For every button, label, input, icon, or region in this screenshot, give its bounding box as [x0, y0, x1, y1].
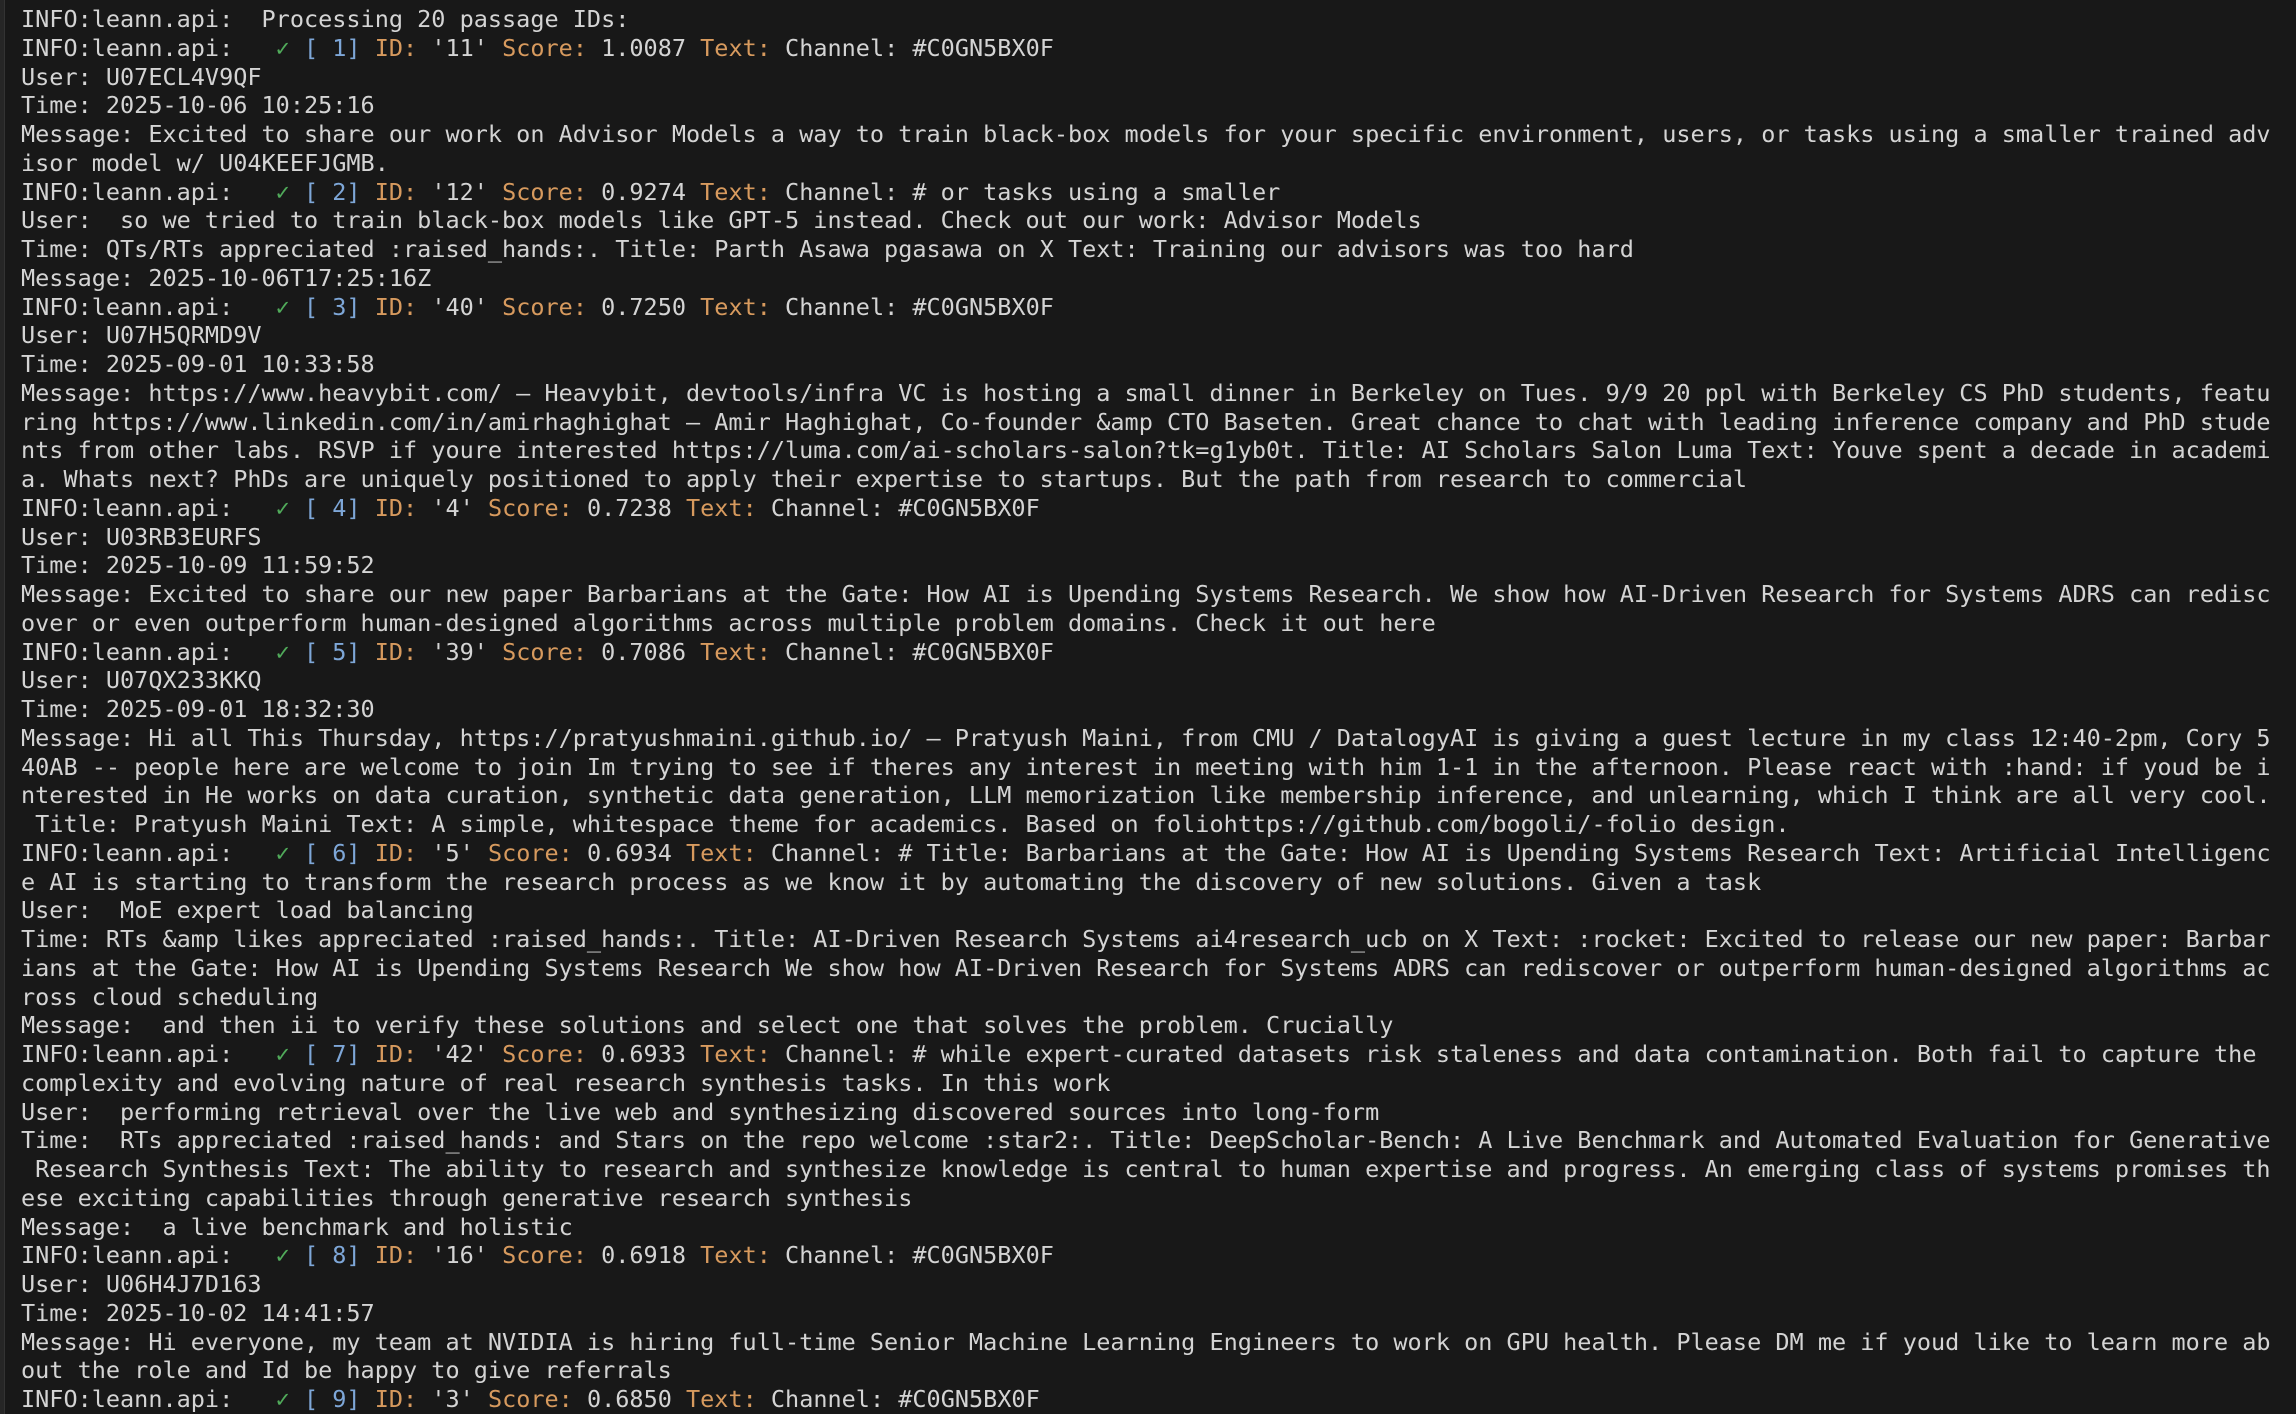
log-label: Score:	[487, 838, 573, 867]
log-label: Score:	[502, 1040, 587, 1068]
log-text: 40AB -- people here are welcome to join Im trying to see if theres any interest in meeting with him 1-1 in the afternoon. Please react with :hand: if youd be i	[21, 752, 2271, 781]
log-text: ross cloud scheduling	[21, 982, 319, 1011]
log-label: ID:	[374, 33, 418, 62]
log-text: Time: 2025-10-06 10:25:16	[21, 91, 375, 120]
log-text: a. Whats next? PhDs are uniquely positioned to apply their expertise to startups. But the path from research to commercial	[21, 465, 1748, 493]
log-line	[21, 781, 2296, 810]
log-text	[361, 178, 375, 206]
log-text: Message: Excited to share our work on Advisor Models a way to train black-box models for your specific environment, users, or tasks using a smaller trained adv	[21, 120, 2271, 148]
log-label: Text:	[686, 493, 757, 522]
log-text	[290, 1040, 304, 1068]
log-text: '5'	[417, 838, 488, 867]
log-text: INFO:leann.api:	[21, 493, 276, 522]
log-text: 0.7250	[586, 292, 701, 321]
log-text: isor model w/ U04KEEFJGMB.	[21, 148, 389, 177]
log-line	[21, 34, 2296, 63]
log-line	[21, 1299, 2296, 1328]
log-rank-bracket: [ 2]	[303, 177, 361, 206]
terminal-left-edge	[0, 0, 5, 1414]
check-icon: ✓	[275, 637, 290, 666]
log-label: Text:	[700, 33, 771, 62]
log-text: Time: RTs appreciated :raised_hands: and Stars on the repo welcome :star2:. Title: DeepScholar-Bench: A Live Benchmark and Automated Evaluation for Generative	[21, 1126, 2271, 1155]
log-text: INFO:leann.api:	[21, 1241, 276, 1270]
log-text: Time: RTs &amp likes appreciated :raised_hands:. Title: AI-Driven Research Systems ai4research_ucb on X Text: :rocket: Excited to release our new paper: Barbar	[21, 925, 2271, 953]
log-line	[21, 896, 2296, 925]
log-line	[21, 954, 2296, 983]
log-text: '3'	[417, 1385, 488, 1413]
log-label: Text:	[686, 838, 757, 867]
log-label: Score:	[487, 493, 573, 522]
log-text	[290, 638, 304, 666]
log-text: Time: 2025-09-01 18:32:30	[21, 695, 375, 723]
log-text	[361, 638, 375, 666]
log-line	[21, 63, 2296, 92]
log-label: Score:	[502, 33, 587, 62]
log-line	[21, 206, 2296, 235]
log-text	[361, 1040, 375, 1068]
log-text: '4'	[417, 493, 488, 522]
log-text: '42'	[417, 1040, 503, 1068]
log-line	[21, 551, 2296, 580]
log-text: Time: 2025-10-09 11:59:52	[21, 551, 375, 580]
log-text: INFO:leann.api:	[21, 33, 276, 62]
log-text: User: U06H4J7D163	[21, 1270, 262, 1298]
log-label: ID:	[374, 1040, 418, 1068]
log-text	[361, 839, 375, 867]
log-text: 0.6918	[586, 1241, 701, 1270]
log-line	[21, 1328, 2296, 1357]
log-text: INFO:leann.api: Processing 20 passage IDs:	[21, 5, 630, 33]
log-line	[21, 1126, 2296, 1155]
log-text	[290, 293, 304, 321]
log-label: Score:	[502, 292, 587, 321]
log-text: '12'	[417, 177, 503, 206]
log-text: User: U07QX233KKQ	[21, 666, 262, 695]
check-icon: ✓	[275, 292, 290, 321]
log-text: Channel: #C0GN5BX0F	[770, 637, 1054, 666]
log-text: Channel: #C0GN5BX0F	[770, 33, 1054, 62]
log-text: Title: Pratyush Maini Text: A simple, whitespace theme for academics. Based on foliohttps://github.com/bogoli/-folio design.	[21, 810, 1790, 838]
check-icon: ✓	[275, 838, 290, 867]
log-text: '40'	[417, 292, 503, 321]
log-text: Message: Hi all This Thursday, https://pratyushmaini.github.io/ – Pratyush Maini, from CMU / DatalogyAI is giving a guest lecture in my class 12:40-2pm, Cory 5	[21, 723, 2271, 752]
log-text: Channel: # Title: Barbarians at the Gate: How AI is Upending Systems Research Text: Artificial Intelligenc	[756, 838, 2271, 867]
log-text: Research Synthesis Text: The ability to research and synthesize knowledge is central to human expertise and progress. An emerging class of systems promises th	[21, 1155, 2271, 1183]
log-text: User: performing retrieval over the live web and synthesizing discovered sources into long-form	[21, 1097, 1380, 1126]
log-line-list	[21, 5, 2296, 1414]
log-text: Time: QTs/RTs appreciated :raised_hands:. Title: Parth Asawa pgasawa on X Text: Training our advisors was too hard	[21, 235, 1634, 263]
log-line	[21, 724, 2296, 753]
log-text: 0.6933	[586, 1040, 701, 1068]
log-line	[21, 149, 2296, 178]
log-rank-bracket: [ 7]	[303, 1040, 361, 1068]
log-text	[361, 1241, 375, 1269]
log-text: e AI is starting to transform the research process as we know it by automating the discovery of new solutions. Given a task	[21, 867, 1762, 896]
check-icon: ✓	[275, 33, 290, 62]
log-text	[290, 178, 304, 206]
log-text: Message: Hi everyone, my team at NVIDIA is hiring full-time Senior Machine Learning Engineers to work on GPU health. Please DM me if youd like to learn more ab	[21, 1327, 2271, 1356]
log-rank-bracket: [ 4]	[303, 493, 361, 522]
log-text	[361, 34, 375, 62]
log-text: ese exciting capabilities through generative research synthesis	[21, 1183, 913, 1212]
log-label: Text:	[700, 1241, 771, 1270]
log-text: Message: 2025-10-06T17:25:16Z	[21, 263, 432, 292]
log-text: User: MoE expert load balancing	[21, 896, 474, 925]
log-text: nterested in He works on data curation, synthetic data generation, LLM memorization like membership inference, and unlearning, which I think are all very cool.	[21, 781, 2271, 810]
log-text: '39'	[417, 637, 503, 666]
log-label: Text:	[700, 1040, 771, 1068]
log-text: User: so we tried to train black-box models like GPT-5 instead. Check out our work: Advisor Models	[21, 206, 1422, 235]
log-rank-bracket: [ 1]	[303, 33, 361, 62]
log-text: complexity and evolving nature of real research synthesis tasks. In this work	[21, 1068, 1111, 1097]
log-line	[21, 753, 2296, 782]
check-icon: ✓	[275, 1241, 290, 1270]
log-label: Text:	[700, 177, 771, 206]
log-label: Score:	[487, 1385, 573, 1413]
log-line	[21, 1011, 2296, 1040]
log-text: User: U07H5QRMD9V	[21, 321, 262, 350]
log-text: 0.7086	[586, 637, 701, 666]
log-label: ID:	[374, 493, 418, 522]
log-label: Text:	[700, 637, 771, 666]
log-label: ID:	[374, 838, 418, 867]
log-text: 0.6850	[572, 1385, 687, 1413]
log-line	[21, 868, 2296, 897]
log-line	[21, 638, 2296, 667]
log-label: ID:	[374, 1385, 418, 1413]
log-rank-bracket: [ 6]	[303, 838, 361, 867]
log-text: '16'	[417, 1241, 503, 1270]
log-text: 0.7238	[572, 493, 687, 522]
log-text: Channel: #C0GN5BX0F	[770, 292, 1054, 321]
log-text: 1.0087	[586, 33, 701, 62]
log-label: Score:	[502, 637, 587, 666]
log-text: INFO:leann.api:	[21, 177, 276, 206]
log-line	[21, 178, 2296, 207]
log-label: Text:	[700, 292, 771, 321]
check-icon: ✓	[275, 1040, 290, 1068]
log-text: Channel: # or tasks using a smaller	[770, 177, 1281, 206]
log-text: User: U03RB3EURFS	[21, 522, 262, 551]
log-text: Message: and then ii to verify these solutions and select one that solves the problem. Crucially	[21, 1011, 1394, 1040]
log-line	[21, 523, 2296, 552]
log-text: Time: 2025-09-01 10:33:58	[21, 350, 375, 378]
log-text: INFO:leann.api:	[21, 1385, 276, 1413]
log-text: Message: a live benchmark and holistic	[21, 1212, 573, 1241]
log-line	[21, 1098, 2296, 1127]
log-text	[290, 839, 304, 867]
log-line	[21, 1040, 2296, 1069]
log-text: Message: Excited to share our new paper Barbarians at the Gate: How AI is Upending Systems Research. We show how AI-Driven Research for Systems ADRS can redisc	[21, 580, 2271, 608]
log-line	[21, 580, 2296, 609]
check-icon: ✓	[275, 493, 290, 522]
log-line	[21, 810, 2296, 839]
log-text	[361, 293, 375, 321]
log-line	[21, 1270, 2296, 1299]
log-line	[21, 925, 2296, 954]
log-line	[21, 695, 2296, 724]
log-text: Channel: # while expert-curated datasets risk staleness and data contamination. Both fail to capture the	[770, 1040, 2257, 1068]
log-rank-bracket: [ 5]	[303, 637, 361, 666]
log-text: INFO:leann.api:	[21, 838, 276, 867]
log-text	[290, 1241, 304, 1269]
log-label: ID:	[374, 177, 418, 206]
log-text	[290, 1385, 304, 1413]
log-line	[21, 321, 2296, 350]
log-line	[21, 235, 2296, 264]
log-text: nts from other labs. RSVP if youre interested https://luma.com/ai-scholars-salon?tk=g1yb0t. Title: AI Scholars Salon Luma Text: Youve spent a decade in academi	[21, 436, 2271, 465]
log-line	[21, 1213, 2296, 1242]
log-line	[21, 1069, 2296, 1098]
log-line	[21, 465, 2296, 494]
log-text: Channel: #C0GN5BX0F	[756, 1385, 1040, 1413]
log-line	[21, 666, 2296, 695]
log-label: ID:	[374, 1241, 418, 1270]
log-line	[21, 609, 2296, 638]
log-text: '11'	[417, 33, 503, 62]
log-line	[21, 293, 2296, 322]
log-text: ians at the Gate: How AI is Upending Systems Research We show how AI-Driven Research for Systems ADRS can rediscover or outperform human-designed algorithms ac	[21, 953, 2271, 982]
log-text: Channel: #C0GN5BX0F	[756, 493, 1040, 522]
check-icon: ✓	[275, 177, 290, 206]
log-line	[21, 436, 2296, 465]
log-line	[21, 91, 2296, 120]
log-rank-bracket: [ 3]	[303, 292, 361, 321]
log-line	[21, 1155, 2296, 1184]
log-text: User: U07ECL4V9QF	[21, 62, 262, 91]
log-line	[21, 408, 2296, 437]
log-line	[21, 350, 2296, 379]
log-line	[21, 1385, 2296, 1414]
log-text: 0.6934	[572, 838, 687, 867]
log-rank-bracket: [ 8]	[303, 1241, 361, 1270]
log-text: INFO:leann.api:	[21, 1040, 276, 1068]
log-label: ID:	[374, 292, 418, 321]
log-text: Message: https://www.heavybit.com/ – Heavybit, devtools/infra VC is hosting a small dinner in Berkeley on Tues. 9/9 20 ppl with Berkeley CS PhD students, featu	[21, 378, 2271, 407]
log-text	[290, 494, 304, 522]
log-line	[21, 983, 2296, 1012]
check-icon: ✓	[275, 1385, 290, 1413]
log-text	[361, 1385, 375, 1413]
log-text	[361, 494, 375, 522]
log-line	[21, 5, 2296, 34]
log-text: over or even outperform human-designed algorithms across multiple problem domains. Check it out here	[21, 608, 1436, 637]
log-text: out the role and Id be happy to give referrals	[21, 1356, 672, 1385]
log-line	[21, 1184, 2296, 1213]
log-text	[290, 34, 304, 62]
log-line	[21, 1241, 2296, 1270]
log-line	[21, 494, 2296, 523]
log-line	[21, 1356, 2296, 1385]
log-text: 0.9274	[586, 177, 701, 206]
log-label: Score:	[502, 1241, 587, 1270]
log-text: INFO:leann.api:	[21, 292, 276, 321]
log-text: ring https://www.linkedin.com/in/amirhaghighat – Amir Haghighat, Co-founder &amp CTO Baseten. Great chance to chat with leading inference company and PhD stude	[21, 407, 2271, 436]
log-rank-bracket: [ 9]	[303, 1385, 361, 1413]
log-label: Score:	[502, 177, 587, 206]
log-label: Text:	[686, 1385, 757, 1413]
log-text: Channel: #C0GN5BX0F	[770, 1241, 1054, 1270]
log-line	[21, 379, 2296, 408]
log-text: Time: 2025-10-02 14:41:57	[21, 1298, 375, 1327]
log-text: INFO:leann.api:	[21, 637, 276, 666]
log-label: ID:	[374, 637, 418, 666]
log-line	[21, 839, 2296, 868]
log-line	[21, 120, 2296, 149]
log-line	[21, 264, 2296, 293]
